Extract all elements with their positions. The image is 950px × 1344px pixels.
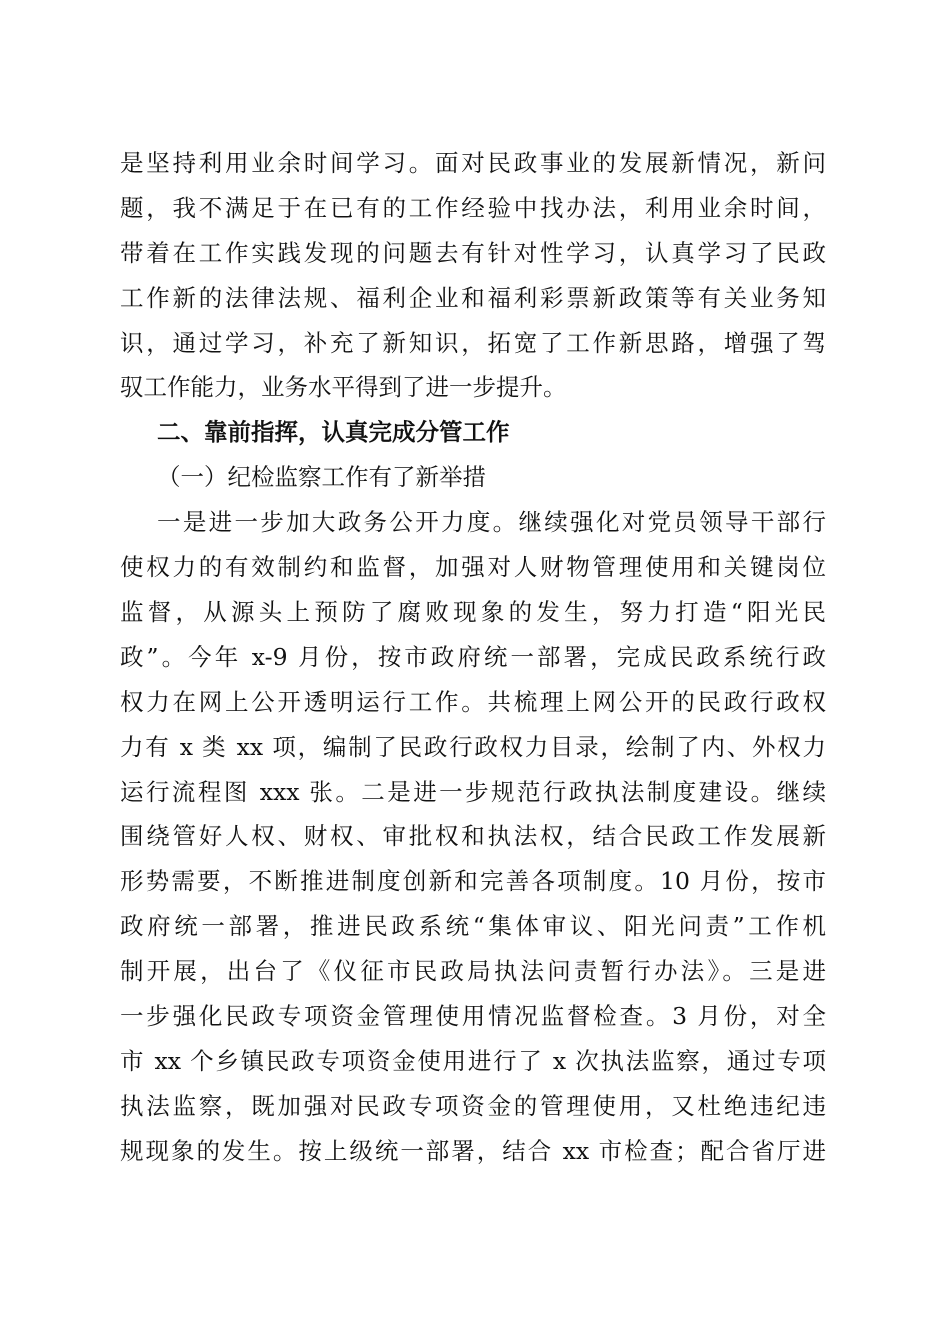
text-line: 题，我不满足于在已有的工作经验中找办法，利用业余时间， bbox=[120, 194, 826, 222]
text-line: 识，通过学习，补充了新知识，拓宽了工作新思路，增强了驾 bbox=[120, 329, 826, 357]
text-line: 围绕管好人权、财权、审批权和执法权，结合民政工作发展新 bbox=[120, 822, 826, 850]
text-line: 制开展，出台了《仪征市民政局执法问责暂行办法》。三是进 bbox=[120, 957, 826, 985]
text-line: 一步强化民政专项资金管理使用情况监督检查。3 月份，对全 bbox=[120, 1002, 826, 1030]
text-line: 政府统一部署，推进民政系统“集体审议、阳光问责”工作机 bbox=[120, 912, 826, 940]
section-heading: 二、靠前指挥，认真完成分管工作 bbox=[157, 418, 510, 446]
text-line: 政”。今年 x-9 月份，按市政府统一部署，完成民政系统行政 bbox=[120, 643, 826, 671]
text-line: 驭工作能力，业务水平得到了进一步提升。 bbox=[120, 373, 567, 401]
text-line: 工作新的法律法规、福利企业和福利彩票新政策等有关业务知 bbox=[120, 284, 826, 312]
text-line: 力有 x 类 xx 项，编制了民政行政权力目录，绘制了内、外权力 bbox=[120, 733, 826, 761]
text-line: 形势需要，不断推进制度创新和完善各项制度。10 月份，按市 bbox=[120, 867, 826, 895]
text-line: 市 xx 个乡镇民政专项资金使用进行了 x 次执法监察，通过专项 bbox=[120, 1047, 826, 1075]
text-line: 带着在工作实践发现的问题去有针对性学习，认真学习了民政 bbox=[120, 239, 826, 267]
text-line: 运行流程图 xxx 张。二是进一步规范行政执法制度建设。继续 bbox=[120, 778, 826, 806]
text-line: 监督，从源头上预防了腐败现象的发生，努力打造“阳光民 bbox=[120, 598, 826, 626]
text-line: 执法监察，既加强对民政专项资金的管理使用，又杜绝违纪违 bbox=[120, 1092, 826, 1120]
subsection-heading: （一）纪检监察工作有了新举措 bbox=[157, 463, 486, 491]
text-line: 一是进一步加大政务公开力度。继续强化对党员领导干部行 bbox=[157, 508, 826, 536]
text-line: 是坚持利用业余时间学习。面对民政事业的发展新情况，新问 bbox=[120, 149, 826, 177]
text-line: 使权力的有效制约和监督，加强对人财物管理使用和关键岗位 bbox=[120, 553, 826, 581]
text-line: 权力在网上公开透明运行工作。共梳理上网公开的民政行政权 bbox=[120, 688, 826, 716]
text-line: 规现象的发生。按上级统一部署，结合 xx 市检查；配合省厅进 bbox=[120, 1137, 826, 1165]
